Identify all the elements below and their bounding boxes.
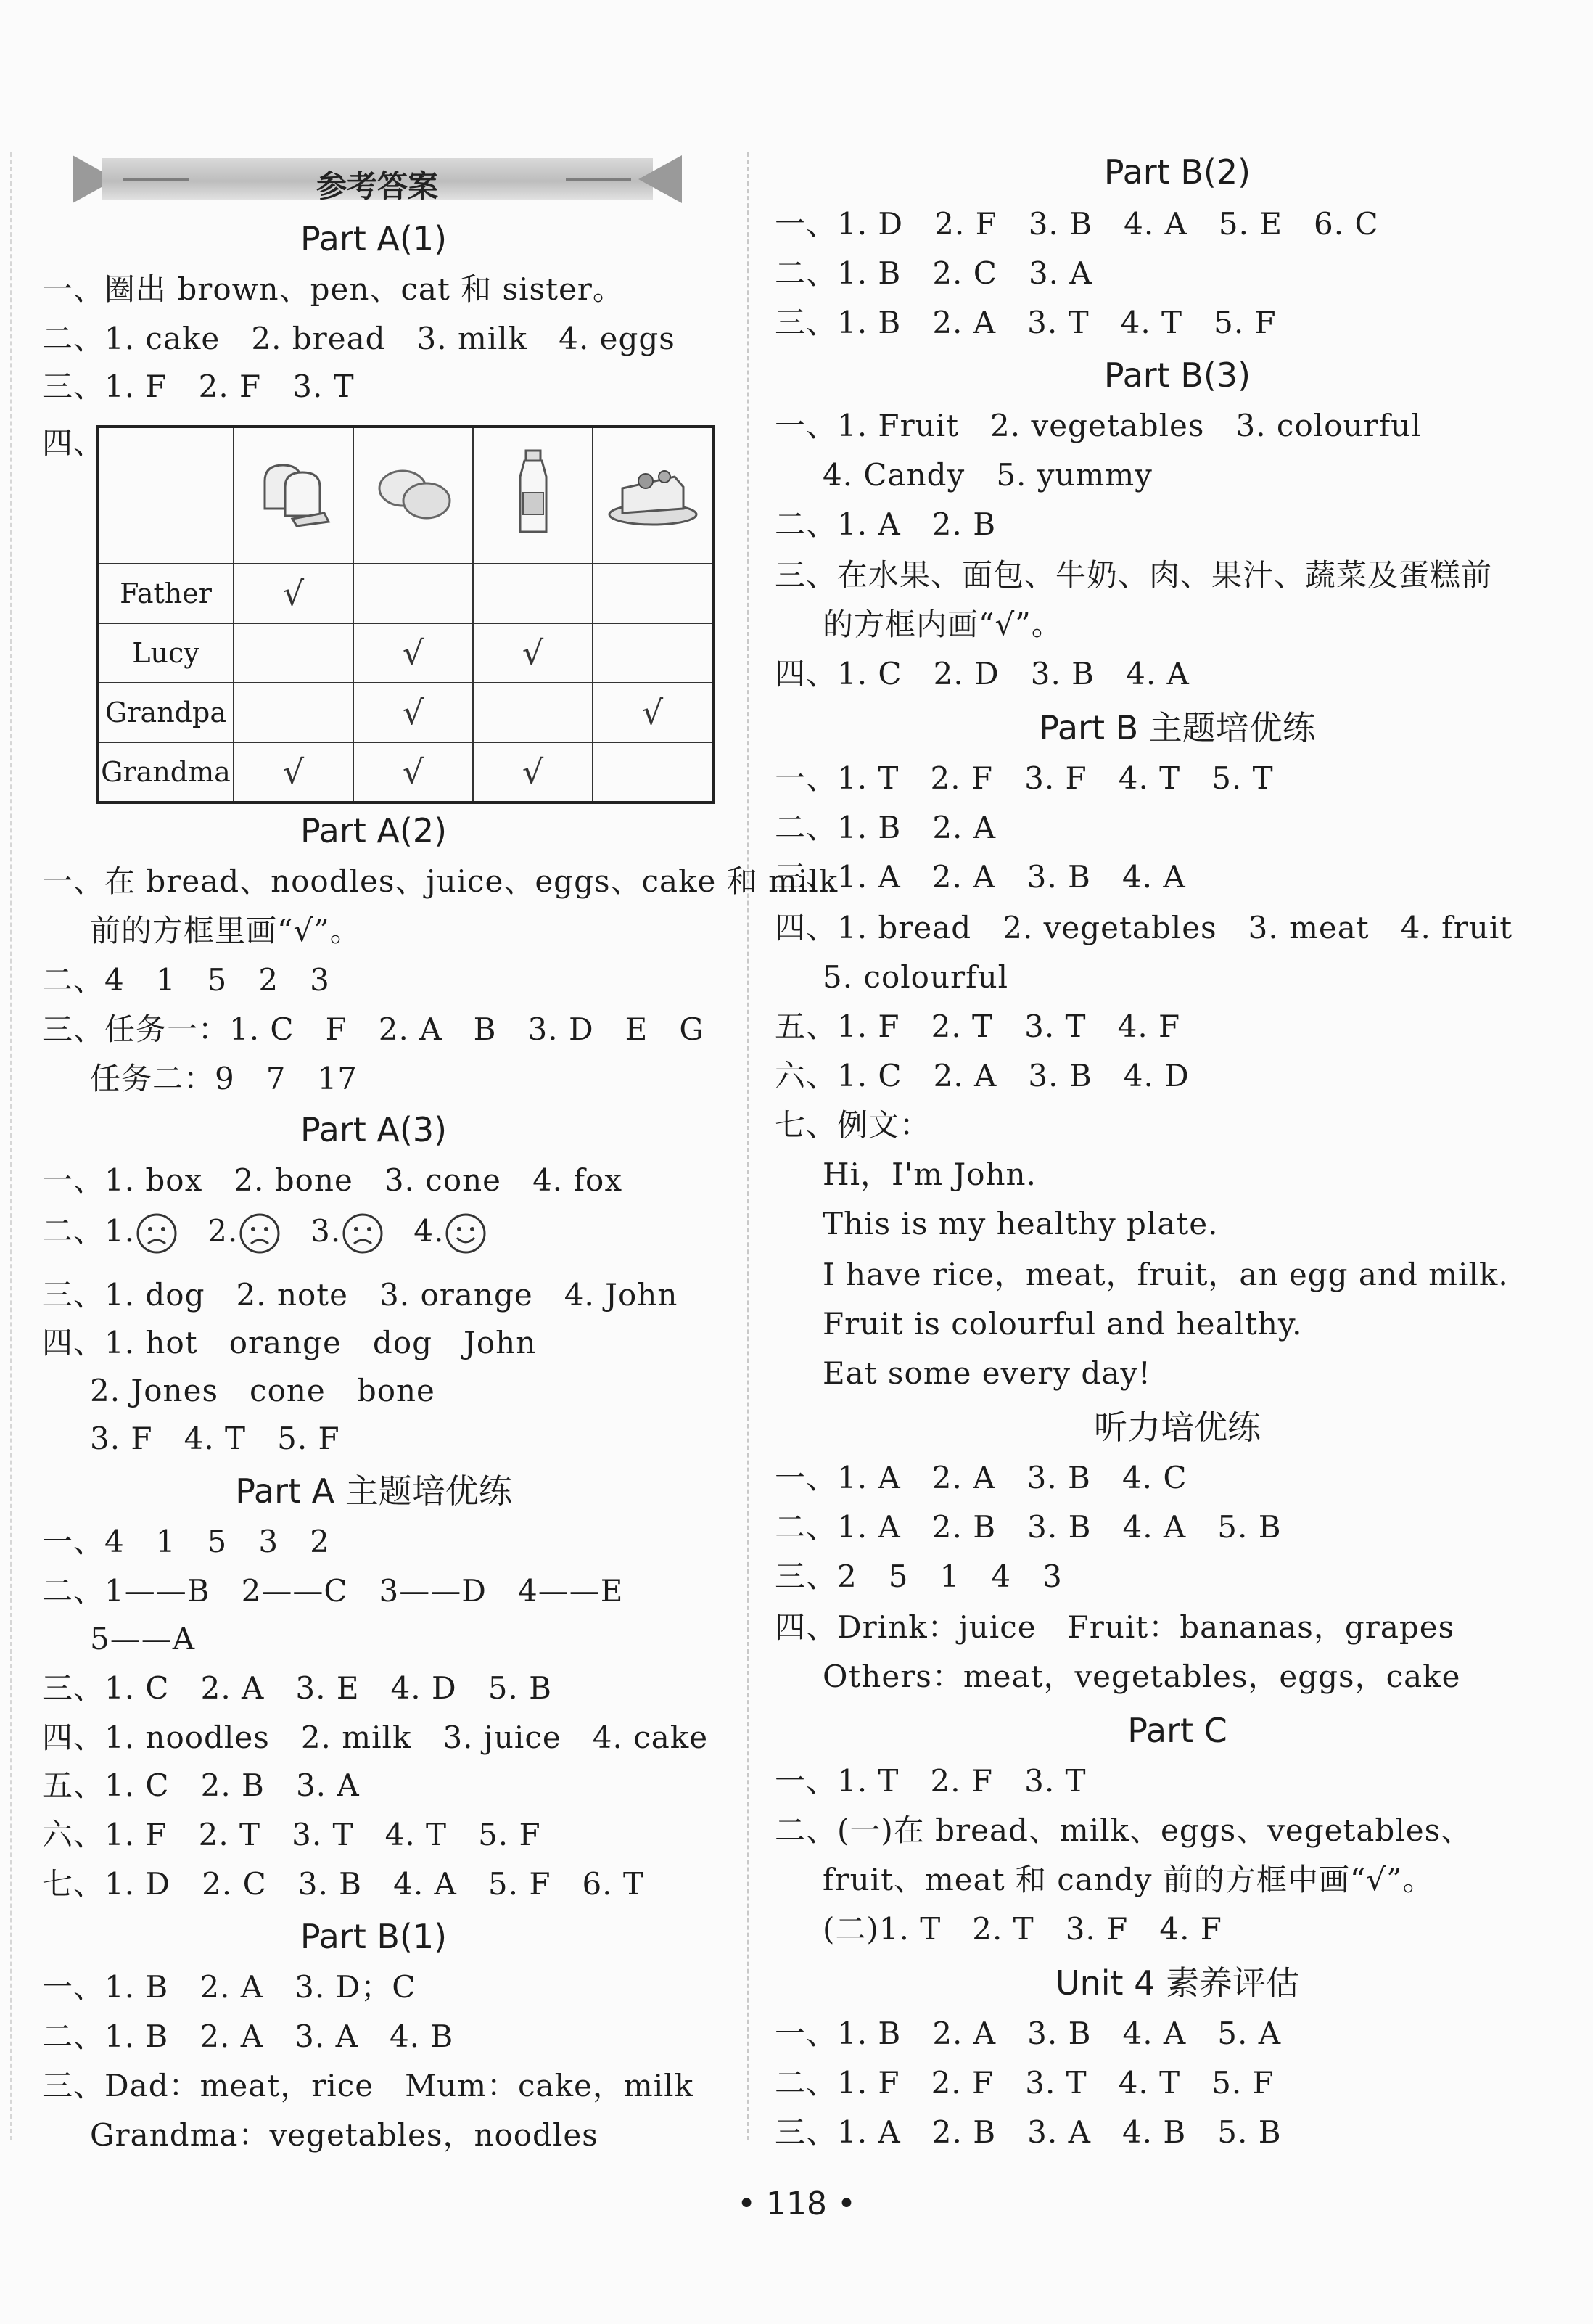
answer-line: 七、例文： (775, 1107, 931, 1143)
answer-line: 五、1. C 2. B 3. A (42, 1767, 360, 1803)
section-heading: Part B(3) (1103, 356, 1251, 395)
answer-line: 三、1. A 2. B 3. A 4. B 5. B (775, 2114, 1282, 2150)
happy-face-icon (444, 1212, 487, 1255)
faces-answer-line: 二、1. 2. 3. 4. (42, 1212, 516, 1255)
section-heading: Unit 4 素养评估 (1055, 1963, 1300, 2003)
sad-face-icon (238, 1212, 281, 1255)
answer-line: 三、在水果、面包、牛奶、肉、果汁、蔬菜及蛋糕前 (775, 557, 1493, 593)
answer-line: 5. colourful (823, 959, 1009, 995)
sad-face-icon (341, 1212, 384, 1255)
essay-line: Fruit is colourful and healthy. (823, 1306, 1303, 1342)
answer-line: 一、1. Fruit 2. vegetables 3. colourful (775, 408, 1422, 443)
row-label-grandma: Grandma (97, 742, 234, 802)
answer-line: 一、在 bread、noodles、juice、eggs、cake 和 milk (42, 863, 839, 899)
section-heading: Part B(2) (1103, 152, 1251, 192)
answer-line: 二、1. F 2. F 3. T 4. T 5. F (775, 2065, 1275, 2101)
answer-line: 四、 (42, 425, 105, 461)
answer-line: 三、2 5 1 4 3 (775, 1559, 1063, 1594)
answer-line: 三、1. dog 2. note 3. orange 4. John (42, 1277, 678, 1313)
answer-line: Others：meat，vegetables，eggs，cake (823, 1659, 1461, 1694)
section-heading: 听力培优练 (1094, 1408, 1261, 1447)
row-label-father: Father (97, 564, 234, 623)
section-heading: Part A(1) (300, 219, 448, 258)
answer-line: 前的方框里画“√”。 (90, 913, 361, 948)
check-mark: √ (402, 693, 424, 732)
answer-line: 三、1. F 2. F 3. T (42, 369, 355, 404)
check-mark: √ (282, 574, 305, 613)
answer-line: 四、1. hot orange dog John (42, 1325, 537, 1360)
answer-line: 三、1. A 2. A 3. B 4. A (775, 859, 1186, 895)
answer-line: Grandma：vegetables，noodles (90, 2117, 598, 2153)
answer-line: 的方框内画“√”。 (823, 607, 1063, 642)
check-mark: √ (402, 752, 424, 792)
answer-line: 一、1. T 2. F 3. F 4. T 5. T (775, 760, 1274, 796)
check-mark: √ (282, 752, 305, 792)
food-preference-table (96, 425, 715, 804)
section-heading: Part A(3) (300, 1110, 448, 1149)
cake-icon (593, 427, 713, 564)
answer-line: 4. Candy 5. yummy (823, 457, 1153, 493)
section-heading: Part B(1) (300, 1917, 448, 1956)
answer-line: 二、1. B 2. A (775, 810, 997, 845)
check-mark: √ (641, 693, 664, 732)
page-number: • 118 • (737, 2185, 856, 2222)
right-column (762, 0, 1593, 2324)
answer-line: 四、Drink：juice Fruit：bananas，grapes (775, 1609, 1455, 1645)
answer-line: 七、1. D 2. C 3. B 4. A 5. F 6. T (42, 1866, 644, 1902)
answer-line: 二、4 1 5 2 3 (42, 962, 330, 998)
answer-line: 二、1. B 2. C 3. A (775, 255, 1092, 291)
section-heading: Part C (1127, 1711, 1227, 1750)
section-heading: Part A 主题培优练 (235, 1471, 512, 1511)
answer-line: 一、1. B 2. A 3. B 4. A 5. A (775, 2016, 1282, 2051)
answer-line: 六、1. F 2. T 3. T 4. T 5. F (42, 1817, 541, 1852)
answer-line: 一、4 1 5 3 2 (42, 1524, 330, 1559)
row-label-lucy: Lucy (97, 623, 234, 683)
answer-line: 二、(一)在 bread、milk、eggs、vegetables、 (775, 1812, 1473, 1848)
answer-line: 二、1. B 2. A 3. A 4. B (42, 2019, 454, 2054)
answer-line: (二)1. T 2. T 3. F 4. F (823, 1911, 1222, 1947)
answer-line: 一、1. B 2. A 3. D；C (42, 1969, 416, 2005)
essay-line: Hi，I'm John. (823, 1157, 1037, 1192)
answer-line: 三、1. B 2. A 3. T 4. T 5. F (775, 305, 1277, 340)
answer-line: 二、1. A 2. B 3. B 4. A 5. B (775, 1509, 1282, 1545)
eggs-icon (353, 427, 473, 564)
banner-title: 参考答案 (316, 168, 438, 204)
answer-line: 五、1. F 2. T 3. T 4. F (775, 1009, 1181, 1044)
check-mark: √ (402, 633, 424, 673)
answer-line: 四、1. noodles 2. milk 3. juice 4. cake (42, 1720, 709, 1755)
check-mark: √ (522, 633, 544, 673)
answer-line: 任务二：9 7 17 (90, 1061, 358, 1096)
answer-line: 一、1. A 2. A 3. B 4. C (775, 1460, 1187, 1495)
answer-line: 三、1. C 2. A 3. E 4. D 5. B (42, 1670, 552, 1706)
column-divider (747, 152, 749, 2140)
answer-line: fruit、meat 和 candy 前的方框中画“√”。 (823, 1862, 1434, 1897)
answer-line: 一、圈出 brown、pen、cat 和 sister。 (42, 271, 624, 307)
essay-line: I have rice，meat，fruit，an egg and milk. (823, 1257, 1509, 1292)
answer-line: 一、1. box 2. bone 3. cone 4. fox (42, 1162, 623, 1198)
row-label-grandpa: Grandpa (97, 683, 234, 742)
answer-line: 2. Jones cone bone (90, 1373, 435, 1408)
answer-key-banner (73, 155, 682, 203)
answer-line: 3. F 4. T 5. F (90, 1421, 340, 1456)
answer-line: 二、1. cake 2. bread 3. milk 4. eggs (42, 321, 675, 356)
answer-line: 四、1. bread 2. vegetables 3. meat 4. fruit (775, 910, 1513, 945)
answer-line: 一、1. D 2. F 3. B 4. A 5. E 6. C (775, 206, 1379, 242)
answer-line: 一、1. T 2. F 3. T (775, 1763, 1087, 1799)
answer-line: 四、1. C 2. D 3. B 4. A (775, 656, 1190, 691)
answer-line: 六、1. C 2. A 3. B 4. D (775, 1058, 1190, 1093)
section-heading: Part A(2) (300, 811, 448, 850)
milk-icon (473, 427, 593, 564)
answer-line: 二、1——B 2——C 3——D 4——E (42, 1573, 624, 1609)
answer-line: 三、Dad：meat，rice Mum：cake，milk (42, 2068, 694, 2103)
answer-line: 三、任务一：1. C F 2. A B 3. D E G (42, 1011, 704, 1047)
sad-face-icon (135, 1212, 178, 1255)
bread-icon (234, 427, 353, 564)
answer-line: 5——A (90, 1621, 196, 1656)
essay-line: This is my healthy plate. (823, 1206, 1219, 1241)
section-heading: Part B 主题培优练 (1039, 708, 1316, 747)
essay-line: Eat some every day! (823, 1355, 1151, 1391)
check-mark: √ (522, 752, 544, 792)
answer-line: 二、1. A 2. B (775, 506, 997, 542)
